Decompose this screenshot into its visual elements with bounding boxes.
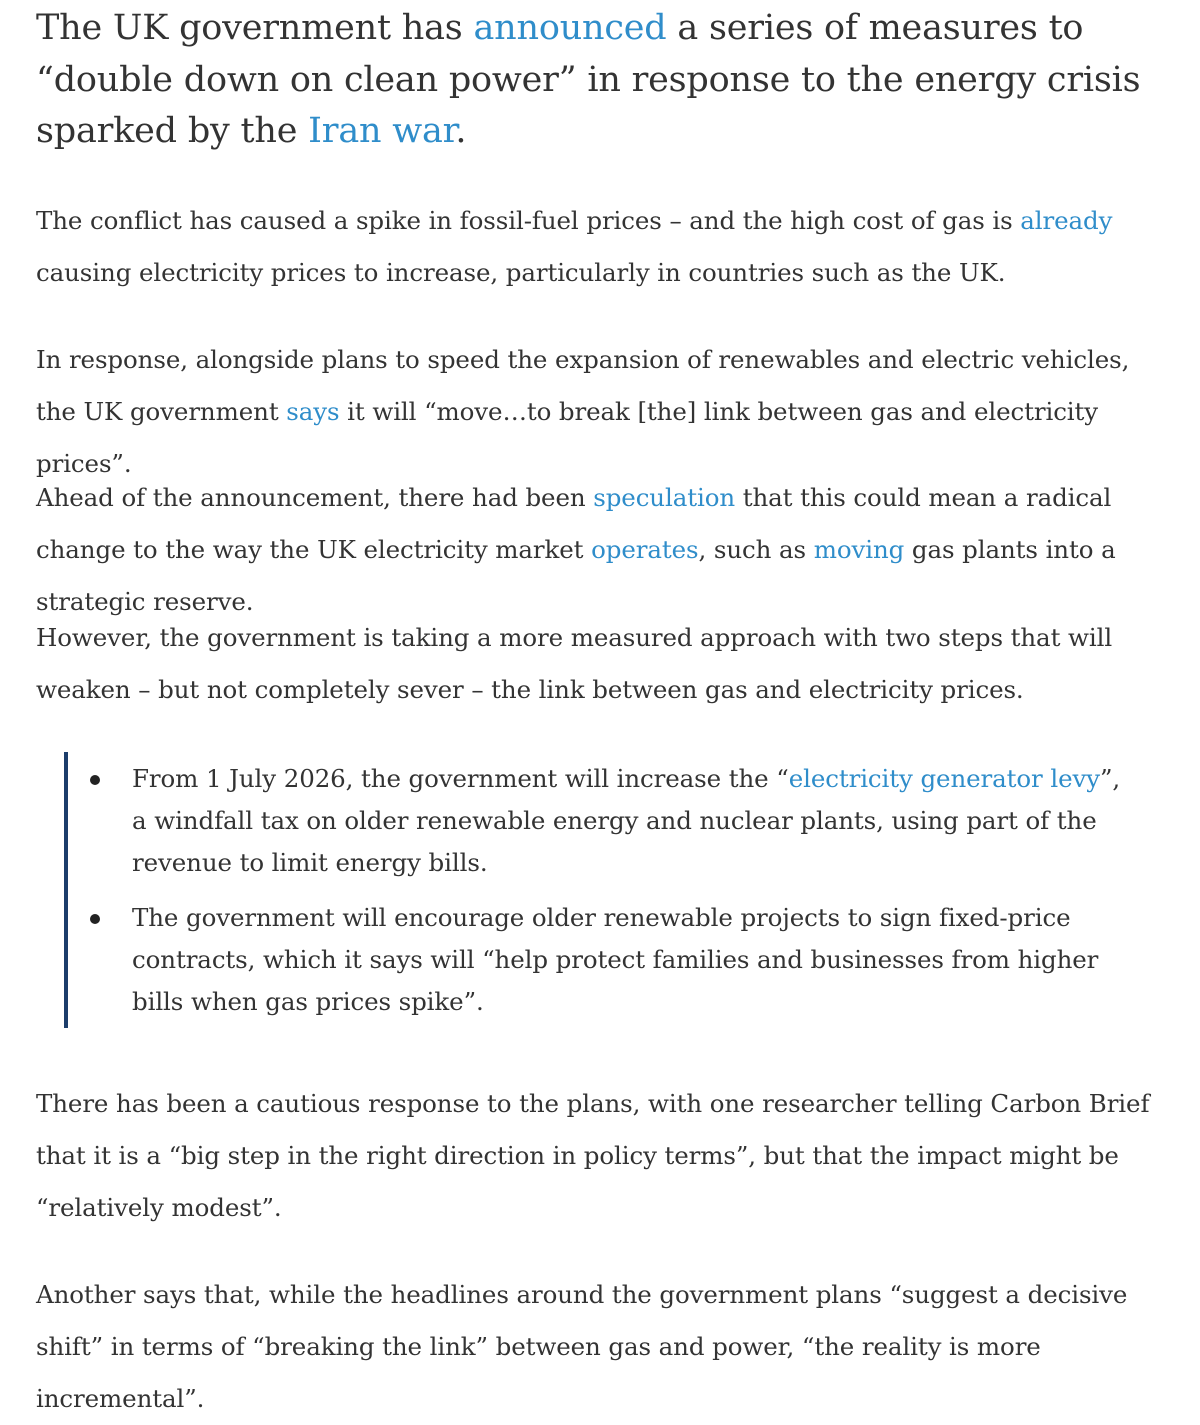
blockquote-measures <box>64 752 1154 1028</box>
list-item-generator-levy: From 1 July 2026, the government will increase the “electricity generator levy”, a windfall tax on older renewable energy and nuclear plants, using part of the revenue to limit energy bills. <box>132 758 1142 884</box>
paragraph-incremental: Another says that, while the headlines around the government plans “suggest a decisive shift” in terms of “breaking the link” between gas and power, “the reality is more incremental”. <box>36 1280 1128 1413</box>
paragraph-cautious-response: There has been a cautious response to the plans, with one researcher telling Carbon Brief that it is a “big step in the right direction in policy terms”, but that the impact might be “relatively modest”. <box>36 1089 1150 1222</box>
iran-war-link[interactable]: Iran war <box>308 111 456 151</box>
speculation-link[interactable]: speculation <box>593 483 736 512</box>
bullet-icon <box>90 914 100 924</box>
paragraph-fossil-prices: The conflict has caused a spike in fossil-fuel prices – and the high cost of gas is already causing electricity prices to increase, particularly in countries such as the UK. <box>36 206 1113 287</box>
operates-link[interactable]: operates <box>591 535 699 564</box>
announced-link[interactable]: announced <box>473 8 667 48</box>
lead-paragraph: The UK government has announced a series of measures to “double down on clean power” in response to the energy crisis sparked by the Iran war. <box>36 8 1141 151</box>
list-item-fixed-price-contracts: The government will encourage older renewable projects to sign fixed-price contracts, which it says will “help protect families and businesses from higher bills when gas prices spike”. <box>132 897 1142 1023</box>
electricity-generator-levy-link[interactable]: electricity generator levy <box>788 764 1100 793</box>
paragraph-response: In response, alongside plans to speed the expansion of renewables and electric vehicles, the UK government says it will “move…to break [the] link between gas and electricity prices”. <box>36 345 1130 478</box>
paragraph-measured-approach: However, the government is taking a more measured approach with two steps that will weaken – but not completely sever – the link between gas and electricity prices. <box>36 623 1113 704</box>
already-link[interactable]: already <box>1020 206 1113 235</box>
moving-link[interactable]: moving <box>813 535 905 564</box>
paragraph-speculation: Ahead of the announcement, there had been speculation that this could mean a radical change to the way the UK electricity market operates, such as moving gas plants into a strategic reserve. <box>36 483 1116 616</box>
says-link[interactable]: says <box>286 397 340 426</box>
bullet-icon <box>90 775 100 785</box>
